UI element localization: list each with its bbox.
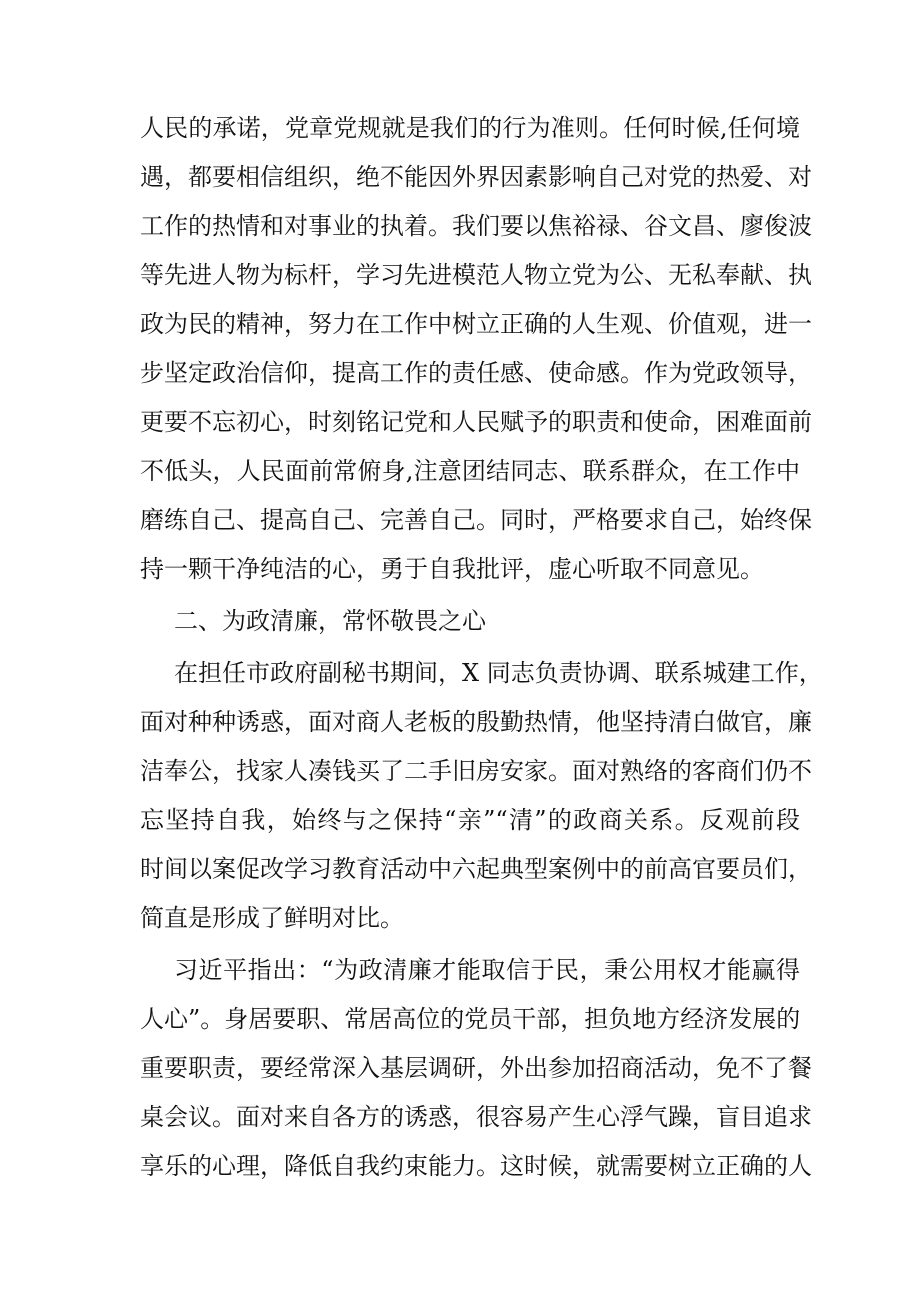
text-line: 不低头，人民面前常俯身,注意团结同志、联系群众，在工作中: [140, 457, 800, 485]
text-line: 面对种种诱惑，面对商人老板的殷勤热情，他坚持清白做官，廉: [140, 708, 812, 736]
paragraph-quote: [140, 946, 812, 1191]
text-line: 持一颗干净纯洁的心，勇于自我批评，虚心听取不同意见。: [140, 555, 764, 583]
text-line: 等先进人物为标杆，学习先进模范人物立党为公、无私奉献、执: [140, 261, 812, 289]
text-line: 重要职责，要经常深入基层调研，外出参加招商活动，免不了餐: [140, 1054, 812, 1082]
text-line: 习近平指出：“为政清廉才能取信于民，秉公用权才能赢得: [174, 956, 800, 984]
paragraph-commitment: [140, 104, 812, 594]
text-line: 政为民的精神，努力在工作中树立正确的人生观、价值观，进一: [140, 310, 812, 338]
text-line: 人民的承诺，党章党规就是我们的行为准则。任何时候,任何境: [140, 114, 800, 142]
text-line: 工作的热情和对事业的执着。我们要以焦裕禄、谷文昌、廖俊波: [140, 212, 812, 240]
text-line: 享乐的心理，降低自我约束能力。这时候，就需要树立正确的人: [140, 1152, 812, 1180]
text-line: 遇，都要相信组织，绝不能因外界因素影响自己对党的热爱、对: [140, 163, 812, 191]
text-line: 时间以案促改学习教育活动中六起典型案例中的前高官要员们，: [140, 855, 812, 883]
section-heading: 二、为政清廉，常怀敬畏之心: [174, 607, 486, 635]
text-line: 忘坚持自我，始终与之保持“亲”“清”的政商关系。反观前段: [140, 806, 800, 834]
text-line: 简直是形成了鲜明对比。: [140, 904, 404, 932]
text-line: 在担任市政府副秘书期间，X 同志负责协调、联系城建工作，: [174, 659, 823, 687]
text-line: 步坚定政治信仰，提高工作的责任感、使命感。作为党政领导，: [140, 359, 812, 387]
document-body: [140, 104, 823, 1191]
text-line: 人心”。身居要职、常居高位的党员干部，担负地方经济发展的: [140, 1005, 801, 1033]
text-line: 桌会议。面对来自各方的诱惑，很容易产生心浮气躁，盲目追求: [140, 1103, 812, 1131]
text-line: 洁奉公，找家人凑钱买了二手旧房安家。面对熟络的客商们仍不: [140, 757, 812, 785]
text-line: 磨练自己、提高自己、完善自己。同时，严格要求自己，始终保: [140, 506, 812, 534]
text-line: 更要不忘初心，时刻铭记党和人民赋予的职责和使命，困难面前: [140, 408, 812, 436]
paragraph-integrity: [140, 649, 823, 943]
